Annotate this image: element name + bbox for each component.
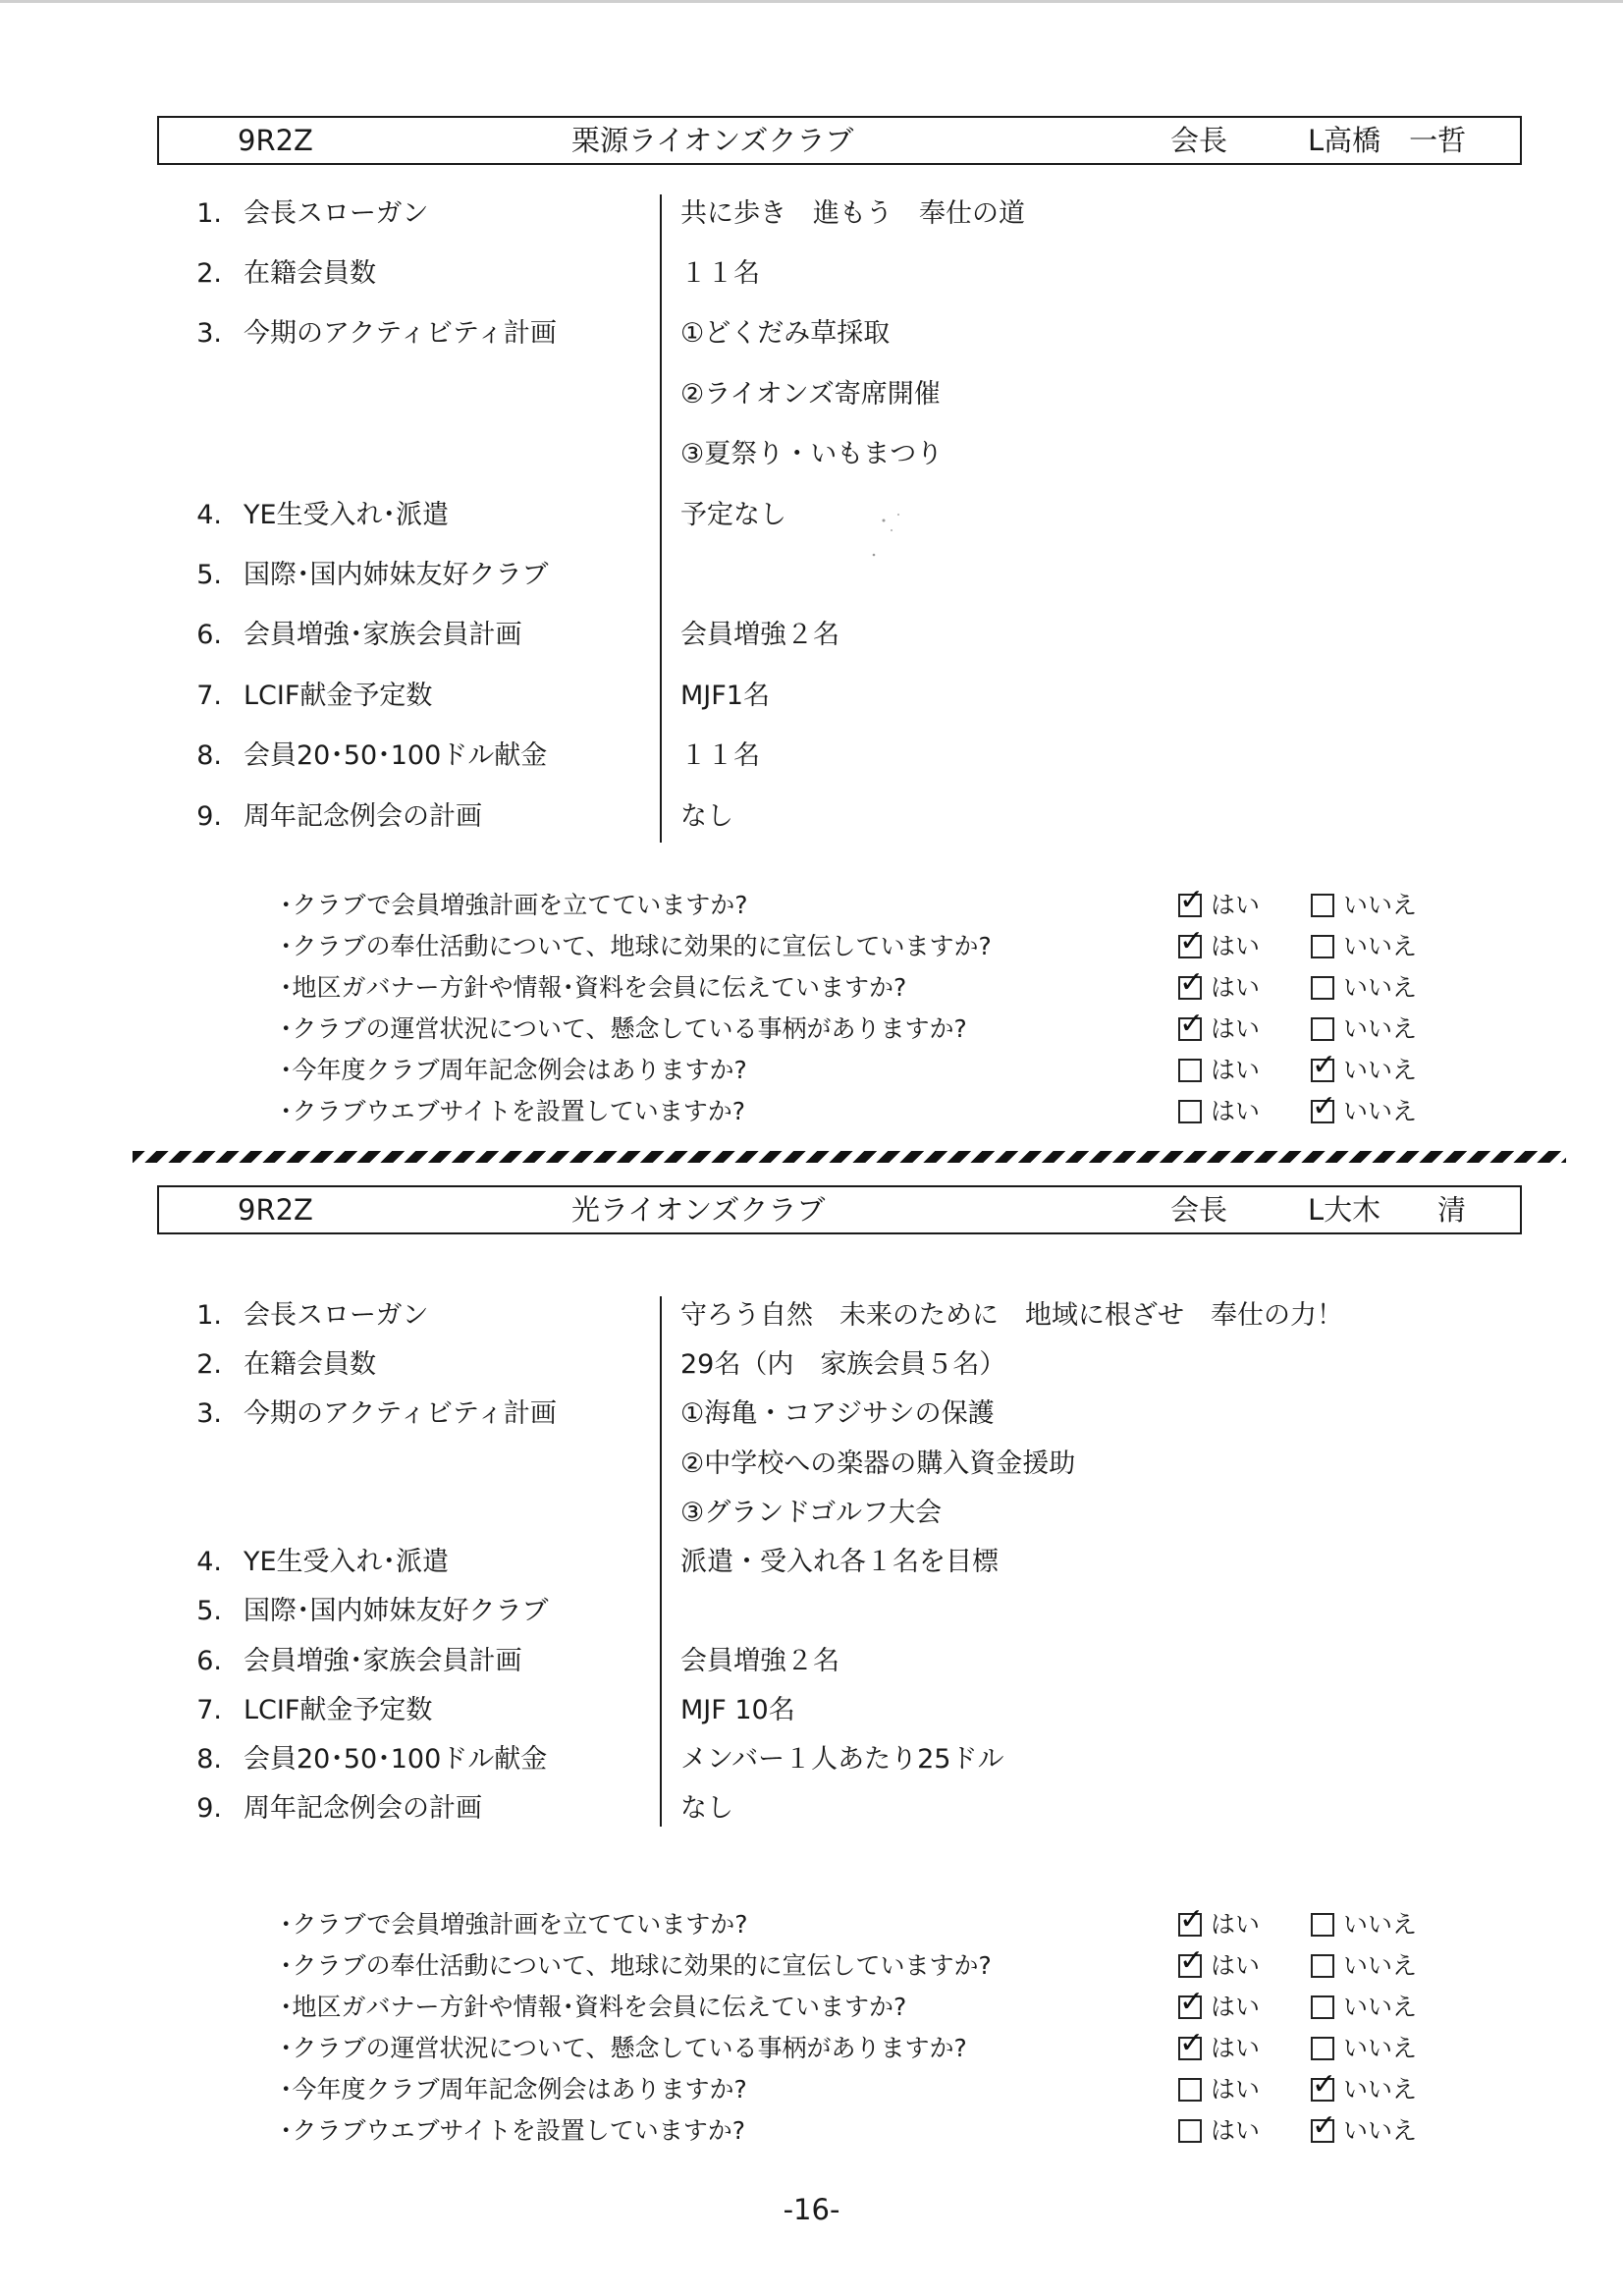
- question-text: ･クラブで会員増強計画を立てていますか?: [280, 1910, 748, 1939]
- yes-label: はい: [1211, 1951, 1261, 1980]
- no-label: いいえ: [1343, 891, 1418, 919]
- no-checkbox[interactable]: [1311, 1048, 1337, 1082]
- role-label: 会長: [1170, 124, 1228, 157]
- item-value: 共に歩き 進もう 奉仕の道: [680, 198, 1025, 229]
- page-number: -16-: [783, 2193, 840, 2226]
- question-text: ･クラブで会員増強計画を立てていますか?: [280, 891, 748, 919]
- question-text: ･地区ガバナー方針や情報･資料を会員に伝えていますか?: [280, 973, 907, 1002]
- question-text: ･地区ガバナー方針や情報･資料を会員に伝えていますか?: [280, 1993, 907, 2021]
- list-item: [157, 375, 1532, 414]
- survey-row: [280, 965, 1458, 1008]
- item-number: 2.: [196, 258, 222, 289]
- check-mark-icon: ✓: [1312, 2067, 1337, 2102]
- check-mark-icon: ✓: [1179, 1943, 1205, 1978]
- list-item: [157, 254, 1532, 294]
- item-value: 派遣・受入れ各１名を目標: [680, 1547, 999, 1577]
- yes-label: はい: [1211, 1993, 1261, 2021]
- yes-label: はい: [1211, 1097, 1261, 1125]
- item-value: ③夏祭り・いもまつり: [680, 439, 944, 469]
- survey-questions: [280, 1902, 1458, 2153]
- yes-label: はい: [1211, 2075, 1261, 2104]
- item-number: 6.: [196, 1646, 222, 1676]
- check-mark-icon: ✓: [1179, 1985, 1205, 2019]
- survey-row: [280, 1048, 1458, 1090]
- check-mark-icon: ✓: [1312, 1089, 1337, 1123]
- item-value: なし: [680, 1793, 733, 1824]
- survey-row: [280, 1089, 1458, 1131]
- yes-checkbox[interactable]: [1178, 1059, 1202, 1082]
- no-checkbox[interactable]: [1311, 1995, 1334, 2019]
- item-label: YE生受入れ･派遣: [243, 500, 450, 530]
- item-value: ②ライオンズ寄席開催: [680, 379, 941, 410]
- item-value: なし: [680, 801, 733, 832]
- yes-checkbox[interactable]: [1178, 2026, 1205, 2060]
- item-label: 国際･国内姉妹友好クラブ: [243, 1596, 549, 1626]
- question-text: ･クラブの奉仕活動について、地球に効果的に宣伝していますか?: [280, 1951, 992, 1980]
- no-checkbox[interactable]: [1311, 976, 1334, 1000]
- item-value: メンバー１人あたり25ドル: [680, 1744, 1004, 1775]
- list-item: [157, 1543, 1532, 1582]
- survey-row: [280, 1902, 1458, 1944]
- no-label: いいえ: [1343, 2034, 1418, 2062]
- scan-edge: [0, 0, 1623, 3]
- item-number: 2.: [196, 1349, 222, 1380]
- item-number: 8.: [196, 740, 222, 771]
- check-mark-icon: ✓: [1179, 883, 1205, 917]
- no-checkbox[interactable]: [1311, 2067, 1337, 2102]
- item-label: 会長スローガン: [243, 198, 429, 229]
- question-text: ･今年度クラブ周年記念例会はありますか?: [280, 2075, 747, 2104]
- club-name: 光ライオンズクラブ: [571, 1193, 826, 1227]
- yes-checkbox[interactable]: [1178, 924, 1205, 958]
- no-label: いいえ: [1343, 2075, 1418, 2104]
- question-text: ･クラブの奉仕活動について、地球に効果的に宣伝していますか?: [280, 932, 992, 960]
- check-mark-icon: ✓: [1179, 1902, 1205, 1937]
- item-label: 会員増強･家族会員計画: [243, 620, 522, 650]
- item-value: ①海亀・コアジサシの保護: [680, 1398, 995, 1429]
- item-number: 9.: [196, 1793, 222, 1824]
- survey-row: [280, 883, 1458, 925]
- yes-checkbox[interactable]: [1178, 1985, 1205, 2019]
- yes-checkbox[interactable]: [1178, 2119, 1202, 2143]
- yes-label: はい: [1211, 2034, 1261, 2062]
- item-number: 3.: [196, 1398, 222, 1429]
- item-value: ①どくだみ草採取: [680, 318, 891, 349]
- check-mark-icon: ✓: [1312, 2108, 1337, 2143]
- survey-row: [280, 2108, 1458, 2151]
- yes-label: はい: [1211, 2116, 1261, 2145]
- yes-checkbox[interactable]: [1178, 1943, 1205, 1978]
- item-number: 3.: [196, 318, 222, 349]
- survey-row: [280, 924, 1458, 966]
- item-number: 6.: [196, 620, 222, 650]
- list-item: [157, 435, 1532, 474]
- survey-row: [280, 1943, 1458, 1986]
- list-item: [157, 737, 1532, 776]
- yes-checkbox[interactable]: [1178, 1902, 1205, 1937]
- question-text: ･クラブウエブサイトを設置していますか?: [280, 1097, 746, 1125]
- no-label: いいえ: [1343, 1910, 1418, 1939]
- item-label: LCIF献金予定数: [243, 1695, 433, 1725]
- list-item: [157, 556, 1532, 595]
- list-item: [157, 1345, 1532, 1385]
- question-text: ･今年度クラブ周年記念例会はありますか?: [280, 1056, 747, 1084]
- yes-label: はい: [1211, 1056, 1261, 1084]
- club-name: 栗源ライオンズクラブ: [571, 124, 854, 157]
- list-item: [157, 797, 1532, 837]
- section-separator: [133, 1151, 1566, 1163]
- item-label: 会員20･50･100ドル献金: [243, 1744, 548, 1775]
- item-label: 会員増強･家族会員計画: [243, 1646, 522, 1676]
- item-number: 7.: [196, 681, 222, 711]
- survey-row: [280, 1007, 1458, 1049]
- list-item: [157, 194, 1532, 234]
- no-checkbox[interactable]: [1311, 1089, 1337, 1123]
- item-value: 29名（内 家族会員５名）: [680, 1349, 1006, 1380]
- list-item: [157, 1494, 1532, 1533]
- club-header-box: [157, 116, 1522, 165]
- check-mark-icon: ✓: [1179, 924, 1205, 958]
- item-label: 周年記念例会の計画: [243, 1793, 482, 1824]
- item-number: 4.: [196, 1547, 222, 1577]
- list-item: [157, 1394, 1532, 1434]
- list-item: [157, 616, 1532, 655]
- scan-specks: [864, 501, 923, 570]
- survey-row: [280, 1985, 1458, 2027]
- item-value: 予定なし: [680, 500, 786, 530]
- club-items: [157, 1296, 1532, 1827]
- no-label: いいえ: [1343, 1097, 1418, 1125]
- yes-label: はい: [1211, 932, 1261, 960]
- list-item: [157, 1445, 1532, 1484]
- item-number: 1.: [196, 198, 222, 229]
- item-value: １１名: [680, 258, 760, 289]
- item-label: 今期のアクティビティ計画: [243, 318, 557, 349]
- no-label: いいえ: [1343, 1014, 1418, 1043]
- yes-label: はい: [1211, 891, 1261, 919]
- check-mark-icon: ✓: [1179, 1007, 1205, 1041]
- list-item: [157, 1592, 1532, 1631]
- no-checkbox[interactable]: [1311, 1913, 1334, 1937]
- item-label: 会員20･50･100ドル献金: [243, 740, 548, 771]
- item-number: 5.: [196, 560, 222, 590]
- no-label: いいえ: [1343, 973, 1418, 1002]
- item-label: 在籍会員数: [243, 1349, 376, 1380]
- item-number: 1.: [196, 1300, 222, 1331]
- list-item: [157, 1642, 1532, 1681]
- check-mark-icon: ✓: [1179, 965, 1205, 1000]
- yes-checkbox[interactable]: [1178, 1100, 1202, 1123]
- no-label: いいえ: [1343, 1993, 1418, 2021]
- no-label: いいえ: [1343, 1056, 1418, 1084]
- question-text: ･クラブの運営状況について、懸念している事柄がありますか?: [280, 1014, 967, 1043]
- yes-checkbox[interactable]: [1178, 883, 1205, 917]
- list-item: [157, 314, 1532, 354]
- yes-label: はい: [1211, 1910, 1261, 1939]
- no-checkbox[interactable]: [1311, 2037, 1334, 2060]
- item-number: 4.: [196, 500, 222, 530]
- president-name: L大木 清: [1308, 1193, 1467, 1227]
- list-item: [157, 1740, 1532, 1779]
- yes-checkbox[interactable]: [1178, 965, 1205, 1000]
- yes-checkbox[interactable]: [1178, 2078, 1202, 2102]
- check-mark-icon: ✓: [1179, 2026, 1205, 2060]
- survey-row: [280, 2026, 1458, 2068]
- list-item: [157, 496, 1532, 535]
- item-value: ③グランドゴルフ大会: [680, 1498, 943, 1528]
- item-label: LCIF献金予定数: [243, 681, 433, 711]
- zone-code: 9R2Z: [238, 124, 313, 157]
- list-item: [157, 677, 1532, 716]
- no-label: いいえ: [1343, 932, 1418, 960]
- question-text: ･クラブウエブサイトを設置していますか?: [280, 2116, 746, 2145]
- item-label: 会長スローガン: [243, 1300, 429, 1331]
- item-number: 5.: [196, 1596, 222, 1626]
- item-label: 周年記念例会の計画: [243, 801, 482, 832]
- list-item: [157, 1296, 1532, 1336]
- item-label: YE生受入れ･派遣: [243, 1547, 450, 1577]
- item-value: １１名: [680, 740, 760, 771]
- club-header-box: [157, 1185, 1522, 1234]
- yes-checkbox[interactable]: [1178, 1007, 1205, 1041]
- item-number: 7.: [196, 1695, 222, 1725]
- item-label: 国際･国内姉妹友好クラブ: [243, 560, 549, 590]
- no-checkbox[interactable]: [1311, 1017, 1334, 1041]
- no-label: いいえ: [1343, 2116, 1418, 2145]
- zone-code: 9R2Z: [238, 1193, 313, 1227]
- no-checkbox[interactable]: [1311, 894, 1334, 917]
- item-label: 今期のアクティビティ計画: [243, 1398, 557, 1429]
- item-label: 在籍会員数: [243, 258, 376, 289]
- no-checkbox[interactable]: [1311, 2108, 1337, 2143]
- item-number: 8.: [196, 1744, 222, 1775]
- yes-label: はい: [1211, 973, 1261, 1002]
- check-mark-icon: ✓: [1312, 1048, 1337, 1082]
- role-label: 会長: [1170, 1193, 1228, 1227]
- item-value: MJF 10名: [680, 1695, 795, 1725]
- yes-label: はい: [1211, 1014, 1261, 1043]
- no-label: いいえ: [1343, 1951, 1418, 1980]
- item-value: 会員増強２名: [680, 1646, 839, 1676]
- question-text: ･クラブの運営状況について、懸念している事柄がありますか?: [280, 2034, 967, 2062]
- item-number: 9.: [196, 801, 222, 832]
- item-value: 会員増強２名: [680, 620, 839, 650]
- item-value: MJF1名: [680, 681, 770, 711]
- no-checkbox[interactable]: [1311, 935, 1334, 958]
- club-items: [157, 194, 1532, 843]
- item-value: ②中学校への楽器の購入資金援助: [680, 1449, 1076, 1479]
- no-checkbox[interactable]: [1311, 1954, 1334, 1978]
- list-item: [157, 1691, 1532, 1730]
- survey-questions: [280, 883, 1458, 1133]
- item-value: 守ろう自然 未来のために 地域に根ざせ 奉仕の力！: [680, 1300, 1343, 1331]
- list-item: [157, 1789, 1532, 1829]
- president-name: L高橋 一哲: [1308, 124, 1467, 157]
- survey-row: [280, 2067, 1458, 2109]
